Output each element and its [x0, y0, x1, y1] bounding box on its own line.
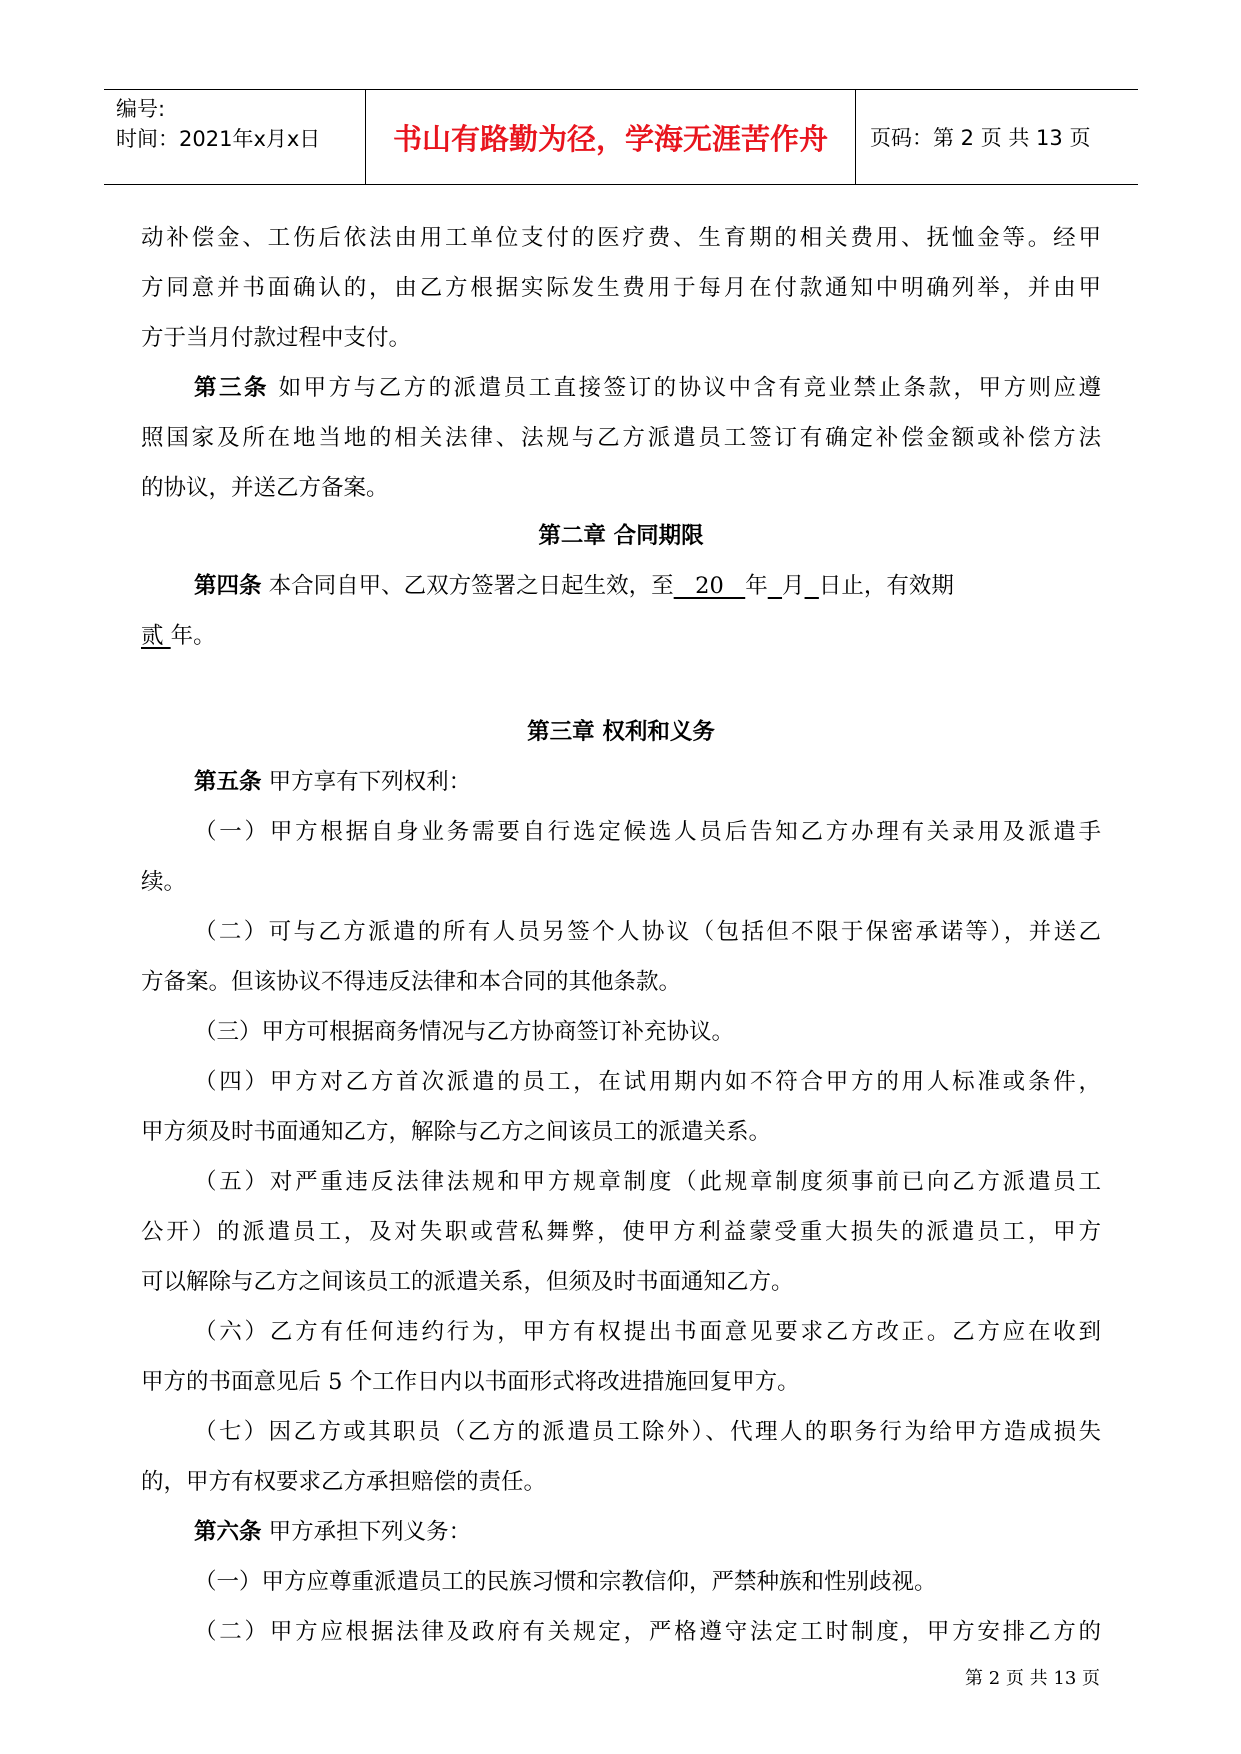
article-4: [141, 568, 954, 600]
article-4-text-end: 日止，有效期: [818, 573, 954, 599]
paragraph-line: 公开）的派遣员工，及对失职或营私舞弊，使甲方利益蒙受重大损失的派遣员工，甲方: [141, 1219, 1101, 1245]
month-label: 月: [782, 573, 805, 599]
paragraph-line: 动补偿金、工伤后依法由用工单位支付的医疗费、生育期的相关费用、抚恤金等。经甲: [141, 225, 1101, 251]
year-label: 年: [745, 573, 768, 599]
paragraph-line: 的，甲方有权要求乙方承担赔偿的责任。: [141, 1469, 547, 1495]
document-number-label: 编号:: [116, 97, 166, 121]
header-motto: 书山有路勤为径，学海无涯苦作舟: [366, 90, 856, 184]
paragraph-line: 甲方的书面意见后 5 个工作日内以书面形式将改进措施回复甲方。: [141, 1369, 800, 1395]
paragraph-line: 照国家及所在地当地的相关法律、法规与乙方派遣员工签订有确定补偿金额或补偿方法: [141, 425, 1101, 451]
article-3: [141, 370, 1101, 402]
article-5: [141, 764, 471, 796]
header-meta: [104, 90, 366, 184]
paragraph-line: 方于当月付款过程中支付。: [141, 325, 412, 351]
day-blank: [805, 573, 819, 599]
paragraph-line: （七）因乙方或其职员（乙方的派遣员工除外）、代理人的职务行为给甲方造成损失: [194, 1419, 1101, 1445]
article-4-title: 第四条: [194, 573, 262, 599]
article-6-title: 第六条: [194, 1519, 262, 1545]
paragraph-line: 可以解除与乙方之间该员工的派遣关系，但须及时书面通知乙方。: [141, 1269, 794, 1295]
year-blank: 20: [673, 573, 746, 599]
article-4-text: 本合同自甲、乙双方签署之日起生效，至: [261, 573, 674, 599]
page-header: [104, 89, 1138, 185]
article-3-text: 如甲方与乙方的派遣员工直接签订的协议中含有竞业禁止条款，甲方则应遵: [269, 375, 1101, 401]
paragraph-line: （一）甲方根据自身业务需要自行选定候选人员后告知乙方办理有关录用及派遣手: [194, 819, 1101, 845]
article-4-line-2: [141, 618, 216, 650]
paragraph-line: （五）对严重违反法律法规和甲方规章制度（此规章制度须事前已向乙方派遣员工: [194, 1169, 1101, 1195]
article-6: [141, 1514, 471, 1546]
paragraph-line: （四）甲方对乙方首次派遣的员工，在试用期内如不符合甲方的用人标准或条件，: [194, 1069, 1101, 1095]
page-footer: 第 2 页 共 13 页: [965, 1668, 1100, 1689]
paragraph-line: 方备案。但该协议不得违反法律和本合同的其他条款。: [141, 969, 682, 995]
paragraph-line: 方同意并书面确认的，由乙方根据实际发生费用于每月在付款通知中明确列举，并由甲: [141, 275, 1101, 301]
paragraph-line: （一）甲方应尊重派遣员工的民族习惯和宗教信仰，严禁种族和性别歧视。: [194, 1569, 937, 1595]
paragraph-line: 的协议，并送乙方备案。: [141, 475, 389, 501]
term-years: 贰: [141, 623, 171, 649]
month-blank: [768, 573, 782, 599]
article-6-intro: 甲方承担下列义务：: [261, 1519, 472, 1545]
paragraph-line: （三）甲方可根据商务情况与乙方协商签订补充协议。: [194, 1019, 735, 1045]
header-page-number: 页码：第 2 页 共 13 页: [870, 126, 1091, 150]
paragraph-line: （六）乙方有任何违约行为，甲方有权提出书面意见要求乙方改正。乙方应在收到: [194, 1319, 1101, 1345]
chapter-3-heading: 第三章 权利和义务: [527, 719, 715, 745]
paragraph-line: 甲方须及时书面通知乙方，解除与乙方之间该员工的派遣关系。: [141, 1119, 772, 1145]
term-suffix: 年。: [170, 623, 216, 649]
article-3-title: 第三条: [194, 375, 269, 401]
paragraph-line: （二）甲方应根据法律及政府有关规定，严格遵守法定工时制度，甲方安排乙方的: [194, 1619, 1101, 1645]
chapter-2-heading: 第二章 合同期限: [538, 523, 704, 549]
paragraph-line: 续。: [141, 869, 187, 895]
article-5-title: 第五条: [194, 769, 262, 795]
document-time-label: 时间：2021年x月x日: [116, 127, 321, 151]
paragraph-line: （二）可与乙方派遣的所有人员另签个人协议（包括但不限于保密承诺等），并送乙: [194, 919, 1101, 945]
article-5-intro: 甲方享有下列权利：: [261, 769, 472, 795]
